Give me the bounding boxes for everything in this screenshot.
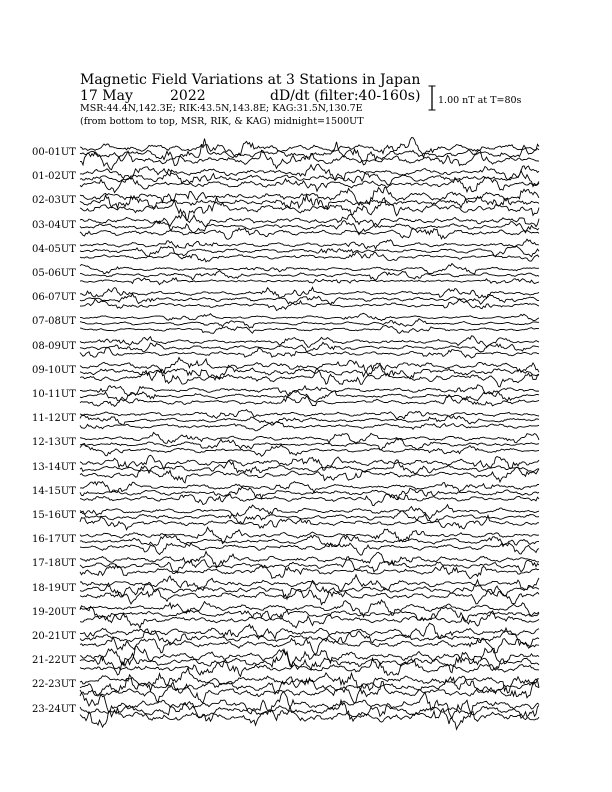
hour-label: 15-16UT — [32, 510, 76, 521]
trace-kag — [80, 455, 539, 470]
trace-msr — [80, 589, 539, 604]
trace-rik — [80, 439, 539, 451]
date-label: 17 May — [80, 88, 133, 104]
hour-label: 20-21UT — [32, 631, 76, 642]
hour-label: 05-06UT — [32, 268, 76, 279]
hour-label: 17-18UT — [32, 558, 76, 570]
hour-label: 14-15UT — [32, 485, 76, 497]
trace-rik — [80, 294, 539, 305]
trace-msr — [80, 369, 539, 387]
trace-msr — [80, 228, 539, 239]
hour-label: 04-05UT — [32, 243, 76, 255]
trace-rik — [80, 416, 539, 426]
trace-rik — [80, 319, 539, 328]
hour-label: 12-13UT — [32, 437, 76, 449]
hour-label: 07-08UT — [32, 316, 76, 328]
hour-label: 08-09UT — [32, 340, 76, 352]
trace-msr — [80, 197, 539, 220]
year-label: 2022 — [170, 88, 206, 104]
hour-label: 00-01UT — [32, 147, 76, 158]
hour-label: 16-17UT — [32, 534, 76, 546]
trace-kag — [80, 385, 539, 397]
trace-kag — [80, 138, 539, 158]
hour-label: 03-04UT — [32, 219, 76, 231]
hour-label: 02-03UT — [32, 195, 76, 207]
trace-kag — [80, 188, 539, 206]
hour-label: 19-20UT — [32, 606, 76, 618]
trace-msr — [80, 278, 539, 285]
trace-kag — [80, 336, 539, 347]
trace-kag — [80, 527, 539, 543]
trace-kag — [80, 264, 539, 275]
trace-msr — [80, 706, 539, 729]
trace-msr — [80, 325, 539, 333]
station-order-note: (from bottom to top, MSR, RIK, & KAG) midnight=1500UT — [80, 116, 364, 127]
trace-msr — [80, 150, 539, 170]
hour-label: 21-22UT — [32, 655, 76, 667]
chart-title: Magnetic Field Variations at 3 Stations in Japan — [80, 72, 421, 88]
trace-kag — [80, 215, 539, 228]
hour-label: 18-19UT — [32, 582, 76, 594]
trace-msr — [80, 347, 539, 358]
trace-msr — [80, 299, 539, 310]
trace-kag — [80, 505, 539, 519]
hour-label: 09-10UT — [32, 364, 76, 376]
trace-rik — [80, 649, 539, 675]
hour-label: 13-14UT — [32, 461, 76, 473]
hour-label: 11-12UT — [32, 413, 76, 425]
station-coordinates: MSR:44.4N,142.3E; RIK:43.5N,143.8E; KAG:31.5N,130.7E — [80, 103, 363, 114]
hour-label: 22-23UT — [32, 679, 76, 691]
trace-kag — [80, 287, 539, 298]
trace-kag — [80, 410, 539, 419]
hour-label: 06-07UT — [32, 292, 76, 304]
trace-kag — [80, 600, 539, 617]
scale-label: 1.00 nT at T=80s — [438, 95, 522, 106]
trace-kag — [80, 239, 539, 249]
hour-label: 10-11UT — [32, 389, 76, 400]
hour-label: 23-24UT — [32, 703, 76, 715]
trace-kag — [80, 313, 539, 320]
hour-label: 01-02UT — [32, 171, 76, 183]
trace-msr — [80, 637, 539, 654]
trace-rik — [80, 511, 539, 524]
trace-msr — [80, 611, 539, 628]
trace-kag — [80, 668, 539, 693]
trace-rik — [80, 487, 539, 500]
quantity-filter-label: dD/dt (filter:40-160s) — [270, 88, 421, 104]
trace-msr — [80, 494, 539, 506]
